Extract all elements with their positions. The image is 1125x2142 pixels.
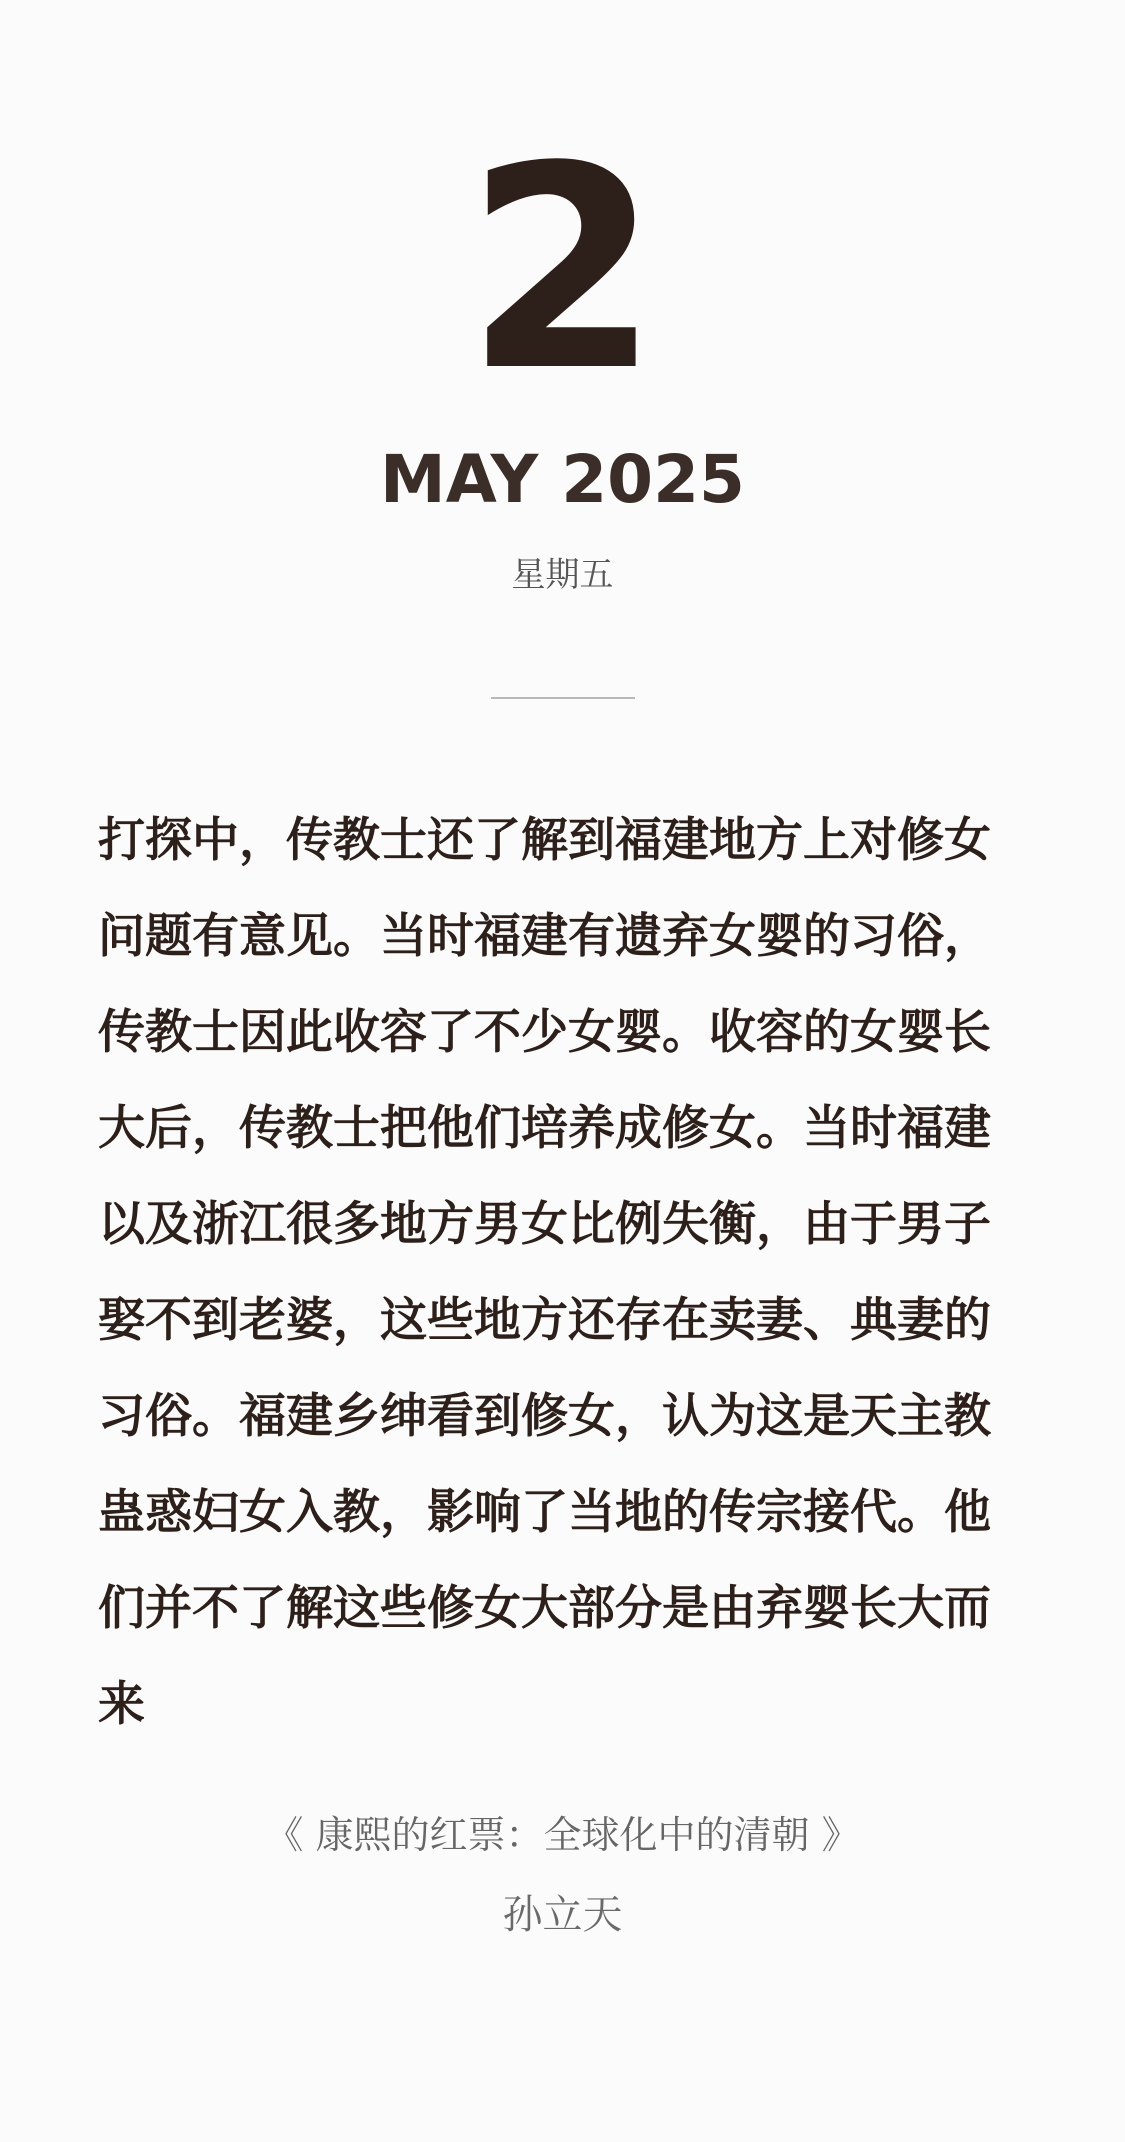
weekday-label: 星期五 [511,555,614,595]
book-source: 《 康熙的红票：全球化中的清朝 》 [265,1813,860,1857]
day-number: 2 [465,107,660,433]
month-year-label: MAY 2025 [380,441,745,518]
quote-text: 打探中，传教士还了解到福建地方上对修女问题有意见。当时福建有遗弃女婴的习俗，传教士因此收容了不少女婴。收容的女婴长大后，传教士把他们培养成修女。当时福建以及浙江很多地方男女比例失衡，由于男子娶不到老婆，这些地方还存在卖妻、典妻的习俗。福建乡绅看到修女，认为这是天主教蛊惑妇女入教，影响了当地的传宗接代。他们并不了解这些修女大部分是由弃婴长大而来 [98,813,991,1732]
divider-line [491,697,635,699]
author-name: 孙立天 [502,1892,623,1938]
